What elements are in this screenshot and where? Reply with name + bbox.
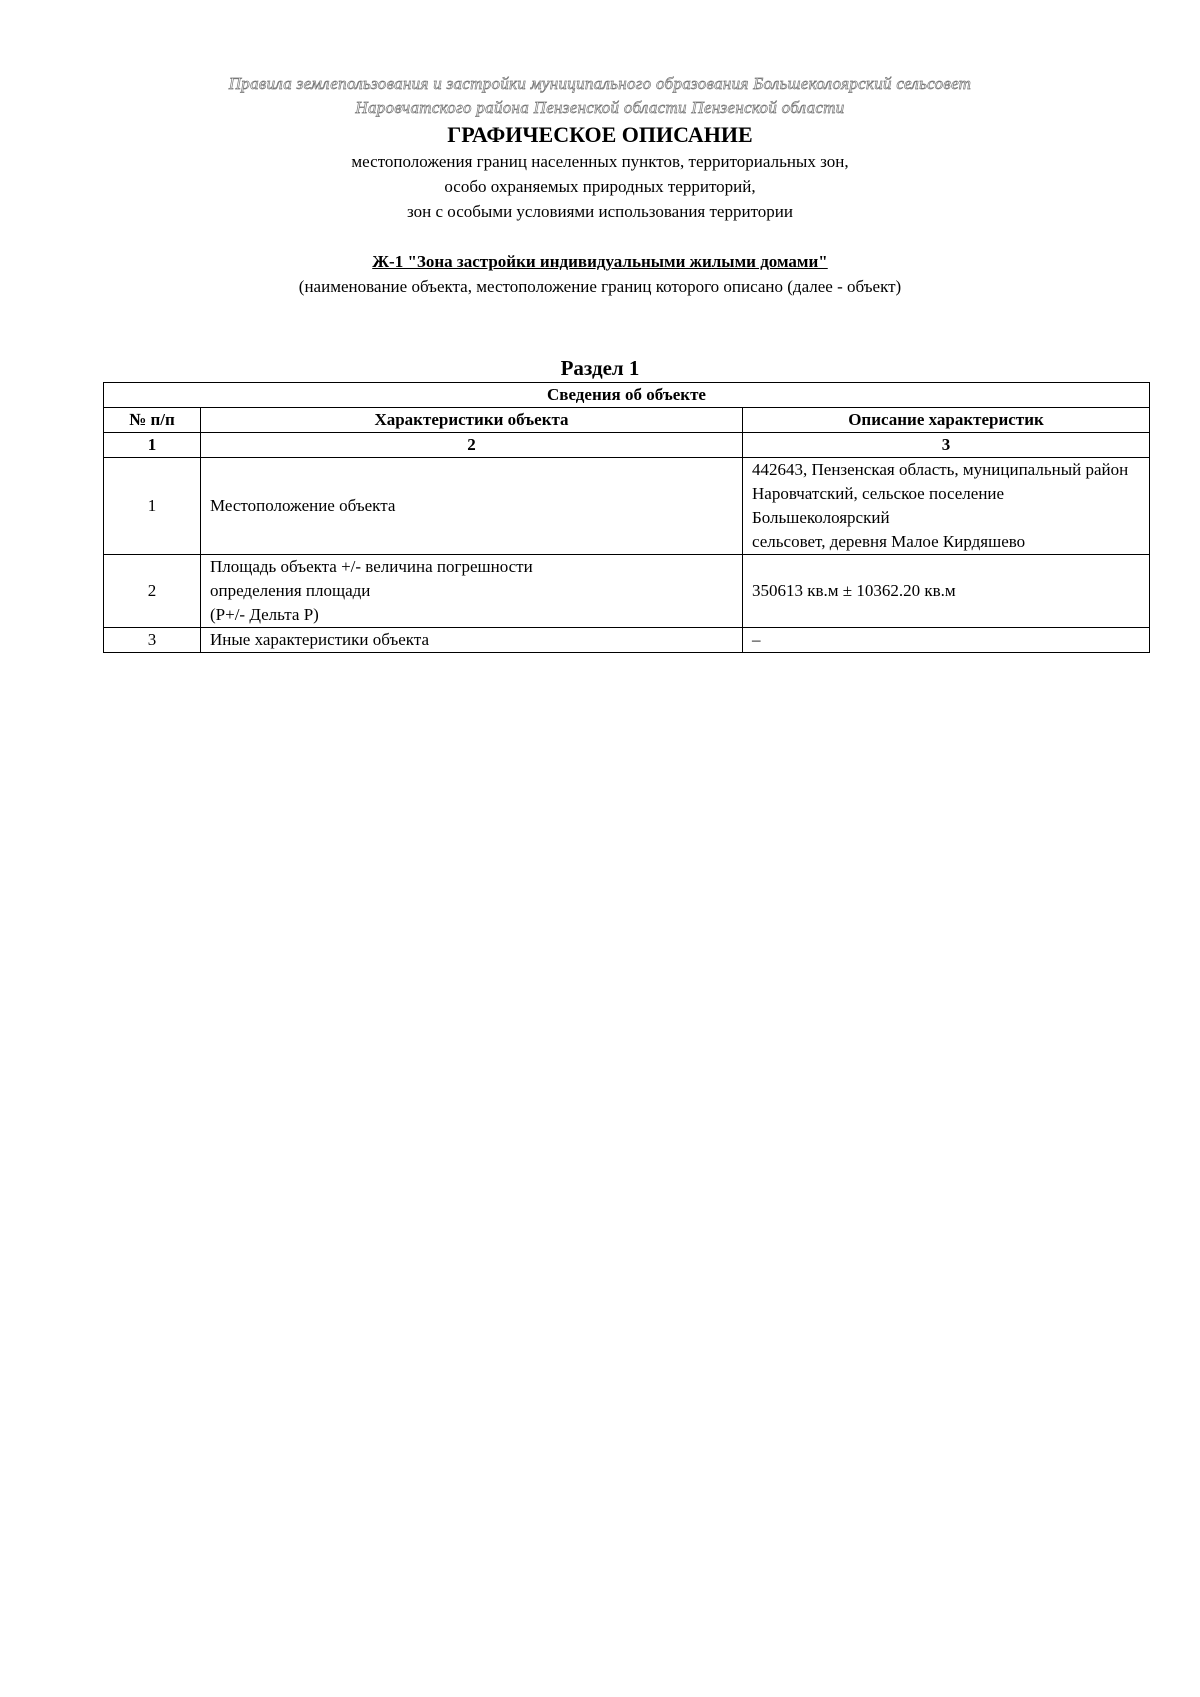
table-caption: Сведения об объекте: [104, 383, 1150, 408]
row-description: [743, 458, 1150, 555]
column-number-2: 2: [201, 433, 743, 458]
header-note-line-1: Правила землепользования и застройки муниципального образования Большеколоярский сельсовет: [228, 74, 972, 93]
object-name: Ж-1 "Зона застройки индивидуальными жилыми домами": [372, 252, 828, 271]
column-header-number: № п/п: [104, 408, 201, 433]
column-header-description: Описание характеристик: [743, 408, 1150, 433]
column-number-1: 1: [104, 433, 201, 458]
row-description: –: [743, 628, 1150, 653]
table-row: [104, 555, 1150, 628]
row-number: 3: [104, 628, 201, 653]
subtitle-line-3: зон с особыми условиями использования территории: [407, 202, 793, 221]
subtitle-line-1: местоположения границ населенных пунктов, территориальных зон,: [351, 152, 849, 171]
row-characteristic: [201, 555, 743, 628]
table-column-numbers-row: [104, 433, 1150, 458]
description-line: Наровчатский, сельское поселение Большеколоярский: [752, 484, 1005, 527]
object-info-table: [103, 382, 1150, 653]
table-caption-row: [104, 383, 1150, 408]
row-characteristic: Местоположение объекта: [201, 458, 743, 555]
table-row: [104, 458, 1150, 555]
column-number-3: 3: [743, 433, 1150, 458]
description-line: 442643, Пензенская область, муниципальный район: [752, 460, 1129, 479]
description-line: сельсовет, деревня Малое Кирдяшево: [752, 532, 1026, 551]
row-number: 1: [104, 458, 201, 555]
characteristic-line: Площадь объекта +/- величина погрешности: [210, 557, 533, 576]
subtitle-line-2: особо охраняемых природных территорий,: [444, 177, 756, 196]
row-description: 350613 кв.м ± 10362.20 кв.м: [743, 555, 1150, 628]
table-header-row: [104, 408, 1150, 433]
document-title: ГРАФИЧЕСКОЕ ОПИСАНИЕ: [447, 122, 753, 147]
table-row: [104, 628, 1150, 653]
column-header-characteristic: Характеристики объекта: [201, 408, 743, 433]
row-number: 2: [104, 555, 201, 628]
row-characteristic: Иные характеристики объекта: [201, 628, 743, 653]
section-title: Раздел 1: [560, 356, 640, 380]
header-note-line-2: Наровчатского района Пензенской области Пензенской области: [355, 98, 845, 117]
characteristic-line: (P+/- Дельта P): [210, 605, 319, 624]
object-caption: (наименование объекта, местоположение границ которого описано (далее - объект): [298, 277, 902, 296]
characteristic-line: определения площади: [210, 581, 371, 600]
